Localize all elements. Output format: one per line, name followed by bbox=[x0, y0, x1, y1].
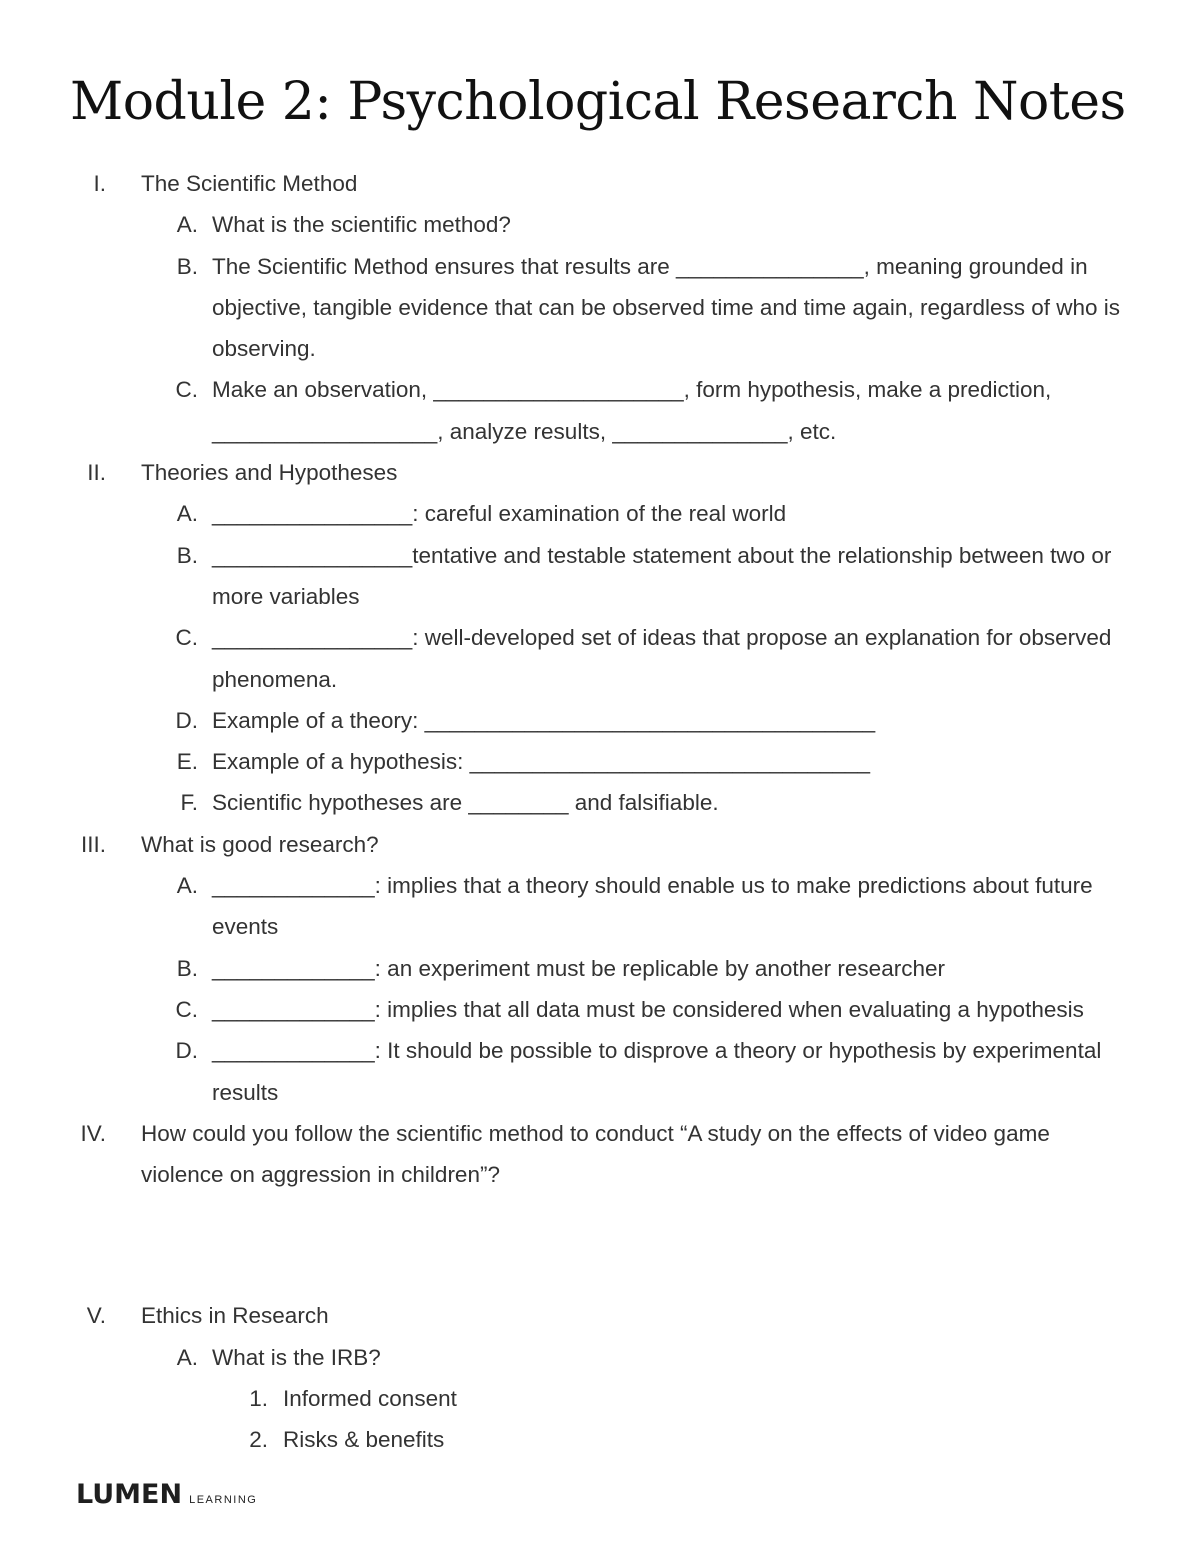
section-2 bbox=[0, 452, 1200, 493]
answer-space bbox=[0, 1195, 1200, 1295]
page-title: Module 2: Psychological Research Notes bbox=[70, 72, 1126, 132]
list-item bbox=[0, 989, 1127, 1030]
item-marker: B. bbox=[176, 253, 198, 279]
section-marker: I. bbox=[93, 171, 106, 196]
item-text: _____________: implies that a theory should enable us to make predictions about future events bbox=[212, 873, 1093, 940]
item-marker: E. bbox=[176, 749, 198, 775]
section-marker: III. bbox=[80, 831, 106, 857]
section-marker: V. bbox=[86, 1303, 106, 1329]
item-marker: A. bbox=[176, 873, 198, 899]
item-marker: B. bbox=[176, 955, 198, 981]
list-item bbox=[0, 948, 1127, 989]
list-item bbox=[0, 617, 1127, 700]
item-marker: C. bbox=[175, 377, 198, 403]
section-1 bbox=[0, 163, 1200, 204]
item-text: _____________: It should be possible to disprove a theory or hypothesis by experimental results bbox=[212, 1038, 1102, 1105]
item-text: The Scientific Method ensures that results are _______________, meaning grounded in objective, tangible evidence that can be observed time and time again, regardless of who is observing. bbox=[212, 253, 1121, 362]
item-marker: B. bbox=[176, 542, 198, 568]
list-item bbox=[0, 204, 1127, 245]
sub-item-text: Informed consent bbox=[283, 1386, 457, 1412]
item-marker: F. bbox=[180, 790, 198, 816]
list-item bbox=[0, 246, 1127, 370]
notes-outline bbox=[0, 163, 1200, 1461]
sub-list-item bbox=[0, 1378, 1200, 1419]
lumen-learning-logo bbox=[76, 1478, 257, 1508]
list-item bbox=[0, 493, 1127, 534]
list-item bbox=[0, 865, 1127, 948]
item-marker: C. bbox=[175, 996, 198, 1022]
section-heading: Theories and Hypotheses bbox=[141, 460, 398, 486]
list-item bbox=[0, 369, 1127, 452]
item-text: Scientific hypotheses are ________ and falsifiable. bbox=[212, 790, 719, 816]
list-item bbox=[0, 741, 1127, 782]
list-item bbox=[0, 535, 1127, 618]
item-text: ________________: careful examination of the real world bbox=[212, 501, 787, 527]
sub-list-item bbox=[0, 1419, 1200, 1460]
item-marker: A. bbox=[176, 1344, 198, 1370]
sub-item-marker: 2. bbox=[249, 1427, 268, 1453]
item-text: _____________: an experiment must be replicable by another researcher bbox=[212, 955, 945, 981]
item-text: Example of a theory: ____________________________________ bbox=[212, 707, 876, 733]
item-text: ________________: well-developed set of ideas that propose an explanation for observed phenomena. bbox=[212, 625, 1112, 692]
item-text: What is the IRB? bbox=[212, 1344, 381, 1370]
item-marker: A. bbox=[176, 212, 198, 238]
section-marker: II. bbox=[87, 460, 106, 486]
list-item bbox=[0, 1337, 1127, 1378]
item-marker: A. bbox=[176, 501, 198, 527]
section-heading: Ethics in Research bbox=[141, 1303, 329, 1329]
item-marker: D. bbox=[175, 707, 198, 733]
item-text: ________________tentative and testable statement about the relationship between two or more variables bbox=[212, 542, 1112, 609]
section-heading: The Scientific Method bbox=[141, 171, 358, 196]
item-marker: C. bbox=[175, 625, 198, 651]
section-4 bbox=[0, 1113, 1116, 1196]
item-text: Make an observation, ____________________, form hypothesis, make a prediction, __________________, analyze results, ______________, etc. bbox=[212, 377, 1052, 444]
section-3 bbox=[0, 824, 1200, 865]
item-text: What is the scientific method? bbox=[212, 212, 511, 238]
logo-subtitle: LEARNING bbox=[189, 1494, 258, 1506]
logo-wordmark: LUMEN bbox=[76, 1479, 183, 1510]
section-5 bbox=[0, 1295, 1200, 1336]
item-text: Example of a hypothesis: ________________________________ bbox=[212, 749, 871, 775]
list-item bbox=[0, 700, 1127, 741]
sub-item-marker: 1. bbox=[249, 1386, 268, 1412]
section-marker: IV. bbox=[80, 1120, 106, 1146]
section-heading: How could you follow the scientific method to conduct “A study on the effects of video game violence on aggression in children”? bbox=[141, 1120, 1050, 1188]
list-item bbox=[0, 1030, 1127, 1113]
item-text: _____________: implies that all data must be considered when evaluating a hypothesis bbox=[212, 996, 1084, 1022]
item-marker: D. bbox=[175, 1038, 198, 1064]
section-heading: What is good research? bbox=[141, 831, 379, 857]
sub-item-text: Risks & benefits bbox=[283, 1427, 445, 1453]
list-item bbox=[0, 782, 1127, 823]
